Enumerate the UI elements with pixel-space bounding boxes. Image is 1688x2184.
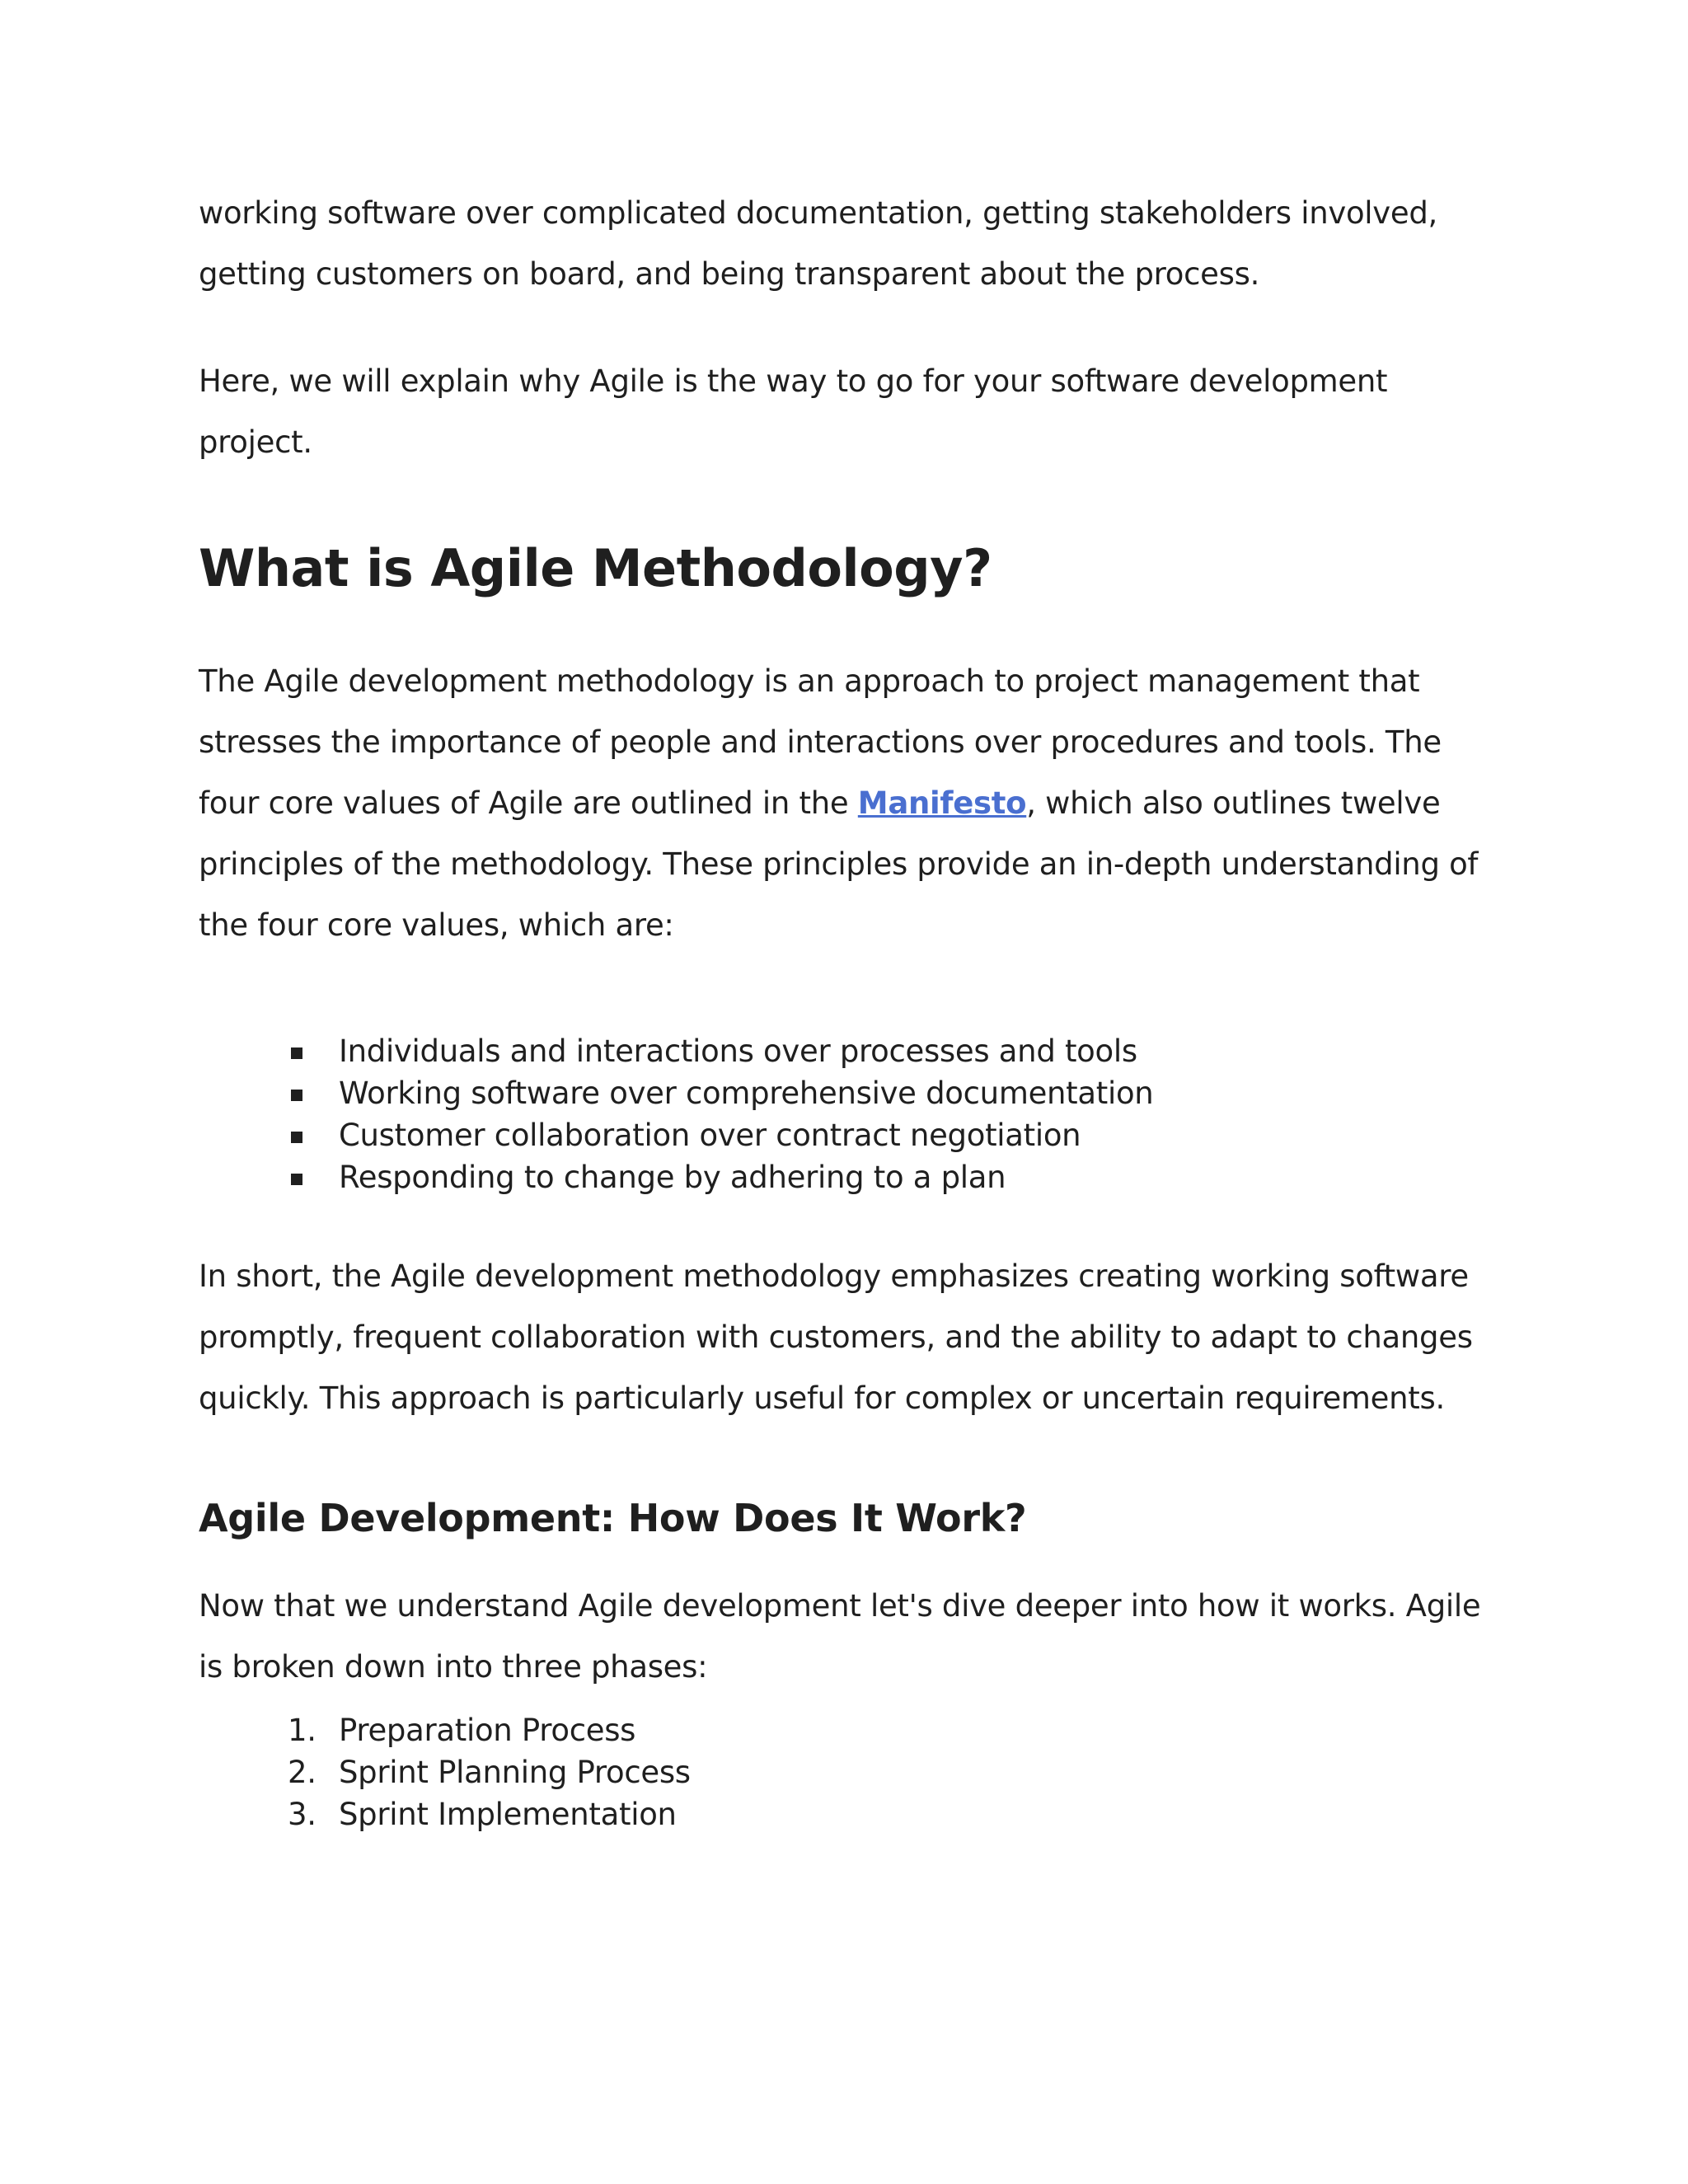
- list-number: 3.: [288, 1797, 316, 1832]
- document-body: [199, 183, 1501, 1835]
- list-item: [199, 1793, 1501, 1835]
- list-number: 2.: [288, 1755, 316, 1790]
- list-item-text: Individuals and interactions over processes and tools: [339, 1033, 1137, 1069]
- list-item-text: Customer collaboration over contract negotiation: [339, 1118, 1081, 1153]
- list-item: [199, 1709, 1501, 1751]
- list-item: [199, 1751, 1501, 1793]
- list-item-text: Sprint Planning Process: [339, 1755, 691, 1790]
- section-heading-agile-methodology: What is Agile Methodology?: [199, 538, 992, 598]
- list-number: 1.: [288, 1713, 316, 1748]
- list-item-text: Sprint Implementation: [339, 1797, 677, 1832]
- square-bullet-icon: [291, 1090, 302, 1101]
- agile-definition-paragraph: [199, 651, 1501, 956]
- phases-list: [199, 1709, 1501, 1835]
- list-item: [199, 1114, 1501, 1156]
- list-item: [199, 1072, 1501, 1114]
- list-item-text: Working software over comprehensive documentation: [339, 1076, 1154, 1111]
- manifesto-link[interactable]: Manifesto: [857, 785, 1027, 821]
- definition-text-after-link: , which also outlines twelve principles of the methodology. These principles provide an in-depth understanding of the four core values, which are:: [199, 785, 1479, 943]
- intro-paragraph-1: working software over complicated documentation, getting stakeholders involved, getting customers on board, and being transparent about the process.: [199, 195, 1437, 292]
- intro-paragraph-2: Here, we will explain why Agile is the way to go for your software development project.: [199, 363, 1388, 460]
- square-bullet-icon: [291, 1047, 302, 1059]
- list-item: [199, 1156, 1501, 1198]
- phases-intro-paragraph: Now that we understand Agile development let's dive deeper into how it works. Agile is broken down into three phases:: [199, 1588, 1481, 1685]
- list-item: [199, 1030, 1501, 1072]
- core-values-list: [199, 1030, 1501, 1198]
- list-item-text: Responding to change by adhering to a plan: [339, 1160, 1006, 1195]
- summary-paragraph: In short, the Agile development methodology emphasizes creating working software promptly, frequent collaboration with customers, and the ability to adapt to changes quickly. This approach is particularly useful for complex or uncertain requirements.: [199, 1258, 1473, 1416]
- square-bullet-icon: [291, 1174, 302, 1185]
- definition-text-before-link: The Agile development methodology is an approach to project management that stresses the importance of people and interactions over procedures and tools. The four core values of Agile are outlined in the: [199, 663, 1442, 821]
- list-item-text: Preparation Process: [339, 1713, 636, 1748]
- section-heading-how-it-works: Agile Development: How Does It Work?: [199, 1496, 1027, 1540]
- square-bullet-icon: [291, 1132, 302, 1143]
